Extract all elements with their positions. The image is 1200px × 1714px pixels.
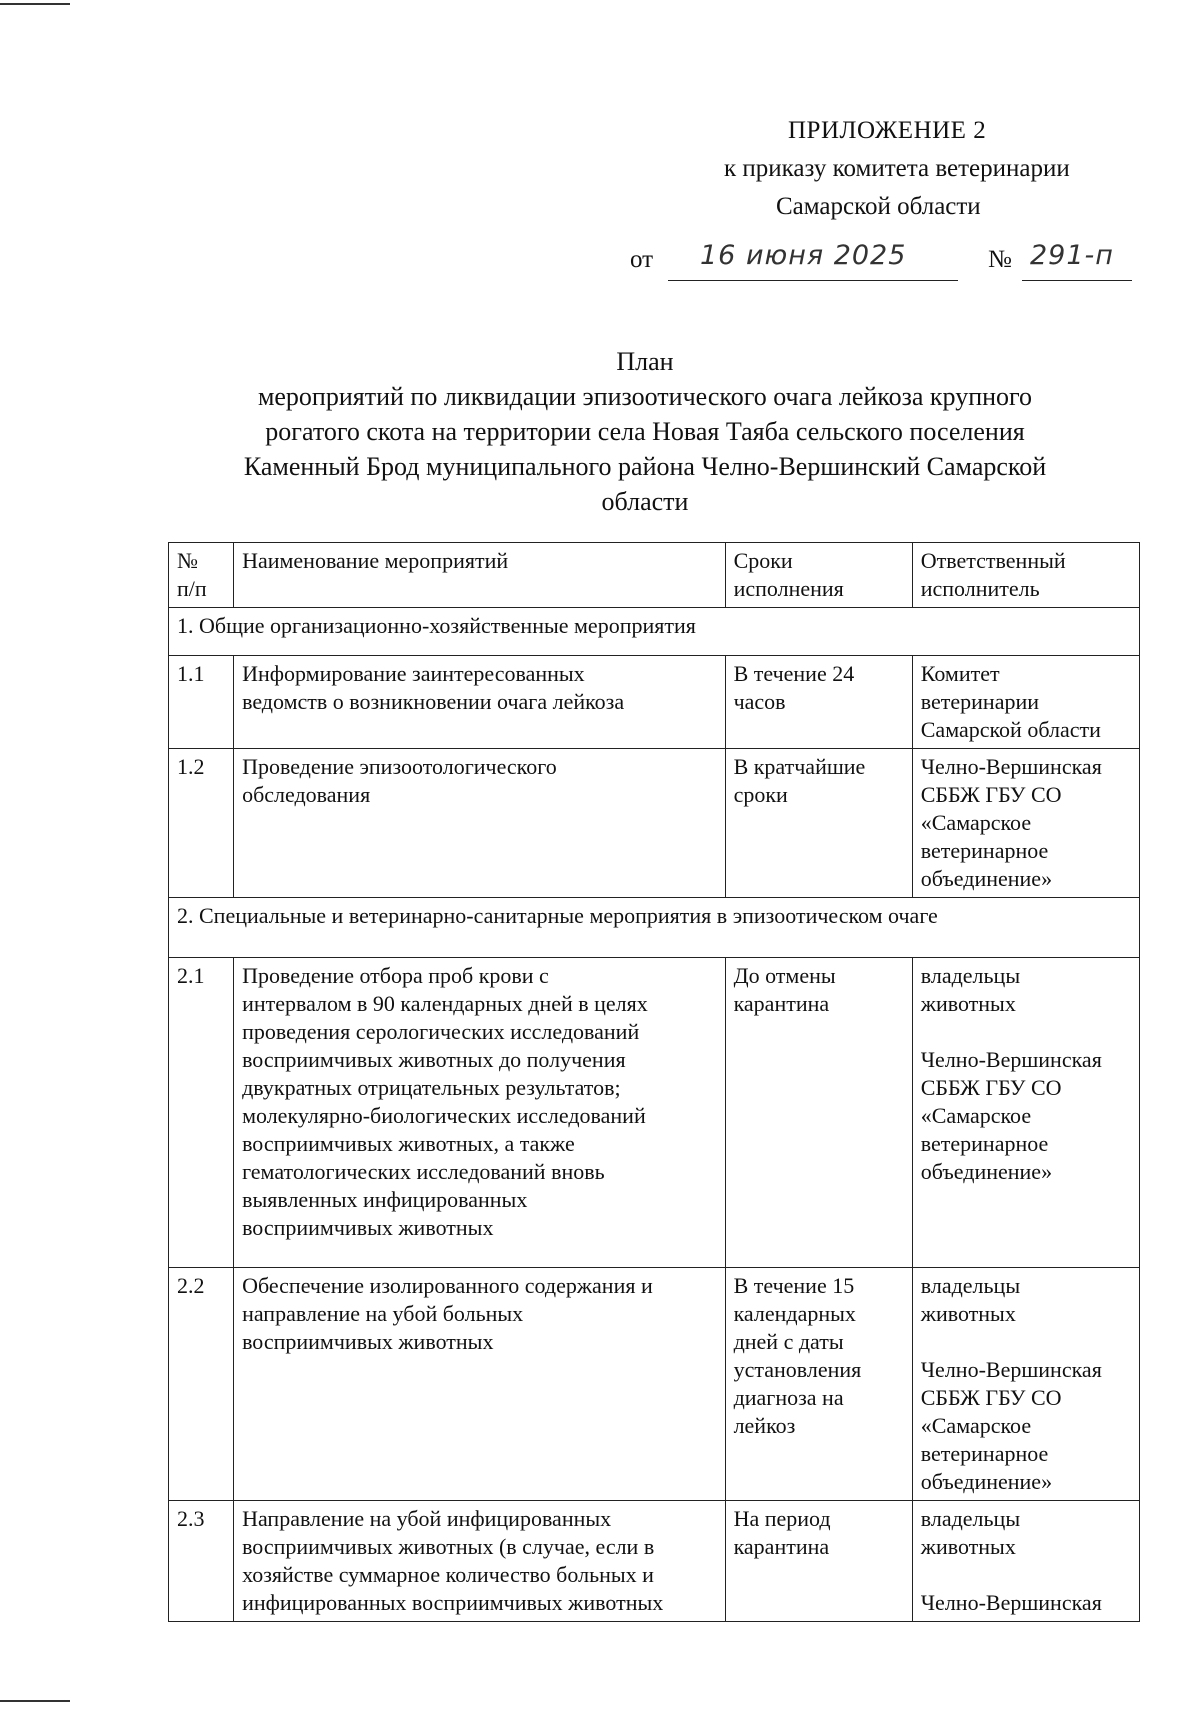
spacer: [921, 1561, 1131, 1589]
number-label: №: [988, 246, 1012, 273]
table-row: [169, 1268, 1140, 1501]
date-underline: [668, 280, 958, 281]
section-2-title: 2. Специальные и ветеринарно-санитарные мероприятия в эпизоотическом очаге: [169, 898, 1140, 958]
row-terms: В течение 24 часов: [725, 656, 912, 749]
row-responsible: [912, 1501, 1139, 1622]
scan-edge-top: [0, 3, 70, 5]
title-line-3: рогатого скота на территории села Новая Таяба сельского поселения: [265, 417, 1025, 446]
number-underline: [1022, 280, 1132, 281]
table-row: [169, 656, 1140, 749]
table-header-row: [169, 543, 1140, 608]
section-row: [169, 898, 1140, 958]
row-terms: В течение 15 календарных дней с даты установления диагноза на лейкоз: [725, 1268, 912, 1501]
table-row: [169, 749, 1140, 898]
header-name: Наименование мероприятий: [234, 543, 726, 608]
row-num: 2.1: [169, 958, 234, 1268]
from-label: от: [630, 246, 654, 273]
scan-edge-bottom: [0, 1700, 70, 1702]
row-terms: В кратчайшие сроки: [725, 749, 912, 898]
table-row: [169, 1501, 1140, 1622]
header-responsible: Ответственный исполнитель: [912, 543, 1139, 608]
appendix-title: ПРИЛОЖЕНИЕ 2: [788, 117, 987, 144]
header-num: № п/п: [169, 543, 234, 608]
appendix-region: Самарской области: [776, 193, 981, 220]
title-line-5: области: [601, 487, 689, 516]
handwritten-date: 16 июня 2025: [700, 240, 907, 271]
header-terms: Сроки исполнения: [725, 543, 912, 608]
row-responsible: [912, 958, 1139, 1268]
spacer: [921, 1018, 1131, 1046]
row-responsible: Комитет ветеринарии Самарской области: [912, 656, 1139, 749]
row-num: 1.1: [169, 656, 234, 749]
row-num: 2.3: [169, 1501, 234, 1622]
table-row: [169, 958, 1140, 1268]
measures-table: [168, 542, 1140, 1622]
plan-title: [180, 344, 1110, 519]
spacer: [921, 1328, 1131, 1356]
responsible-station: Челно-Вершинская: [920, 1590, 1102, 1615]
handwritten-number: 291-п: [1030, 240, 1114, 271]
responsible-owners: владельцы животных: [920, 963, 1021, 1016]
row-responsible: Челно-Вершинская СББЖ ГБУ СО «Самарское ветеринарное объединение»: [912, 749, 1139, 898]
responsible-station: Челно-Вершинская СББЖ ГБУ СО «Самарское ветеринарное объединение»: [920, 1357, 1102, 1494]
row-name: Обеспечение изолированного содержания и направление на убой больных восприимчивых животных: [234, 1268, 726, 1501]
responsible-owners: владельцы животных: [920, 1273, 1021, 1326]
row-num: 1.2: [169, 749, 234, 898]
title-line-1: План: [616, 347, 674, 376]
row-responsible: [912, 1268, 1139, 1501]
title-line-4: Каменный Брод муниципального района Челно-Вершинский Самарской: [243, 452, 1047, 481]
row-name: Информирование заинтересованных ведомств о возникновении очага лейкоза: [234, 656, 726, 749]
appendix-subtitle: к приказу комитета ветеринарии: [724, 155, 1070, 182]
title-line-2: мероприятий по ликвидации эпизоотического очага лейкоза крупного: [257, 382, 1033, 411]
row-terms: До отмены карантина: [725, 958, 912, 1268]
row-name: Направление на убой инфицированных восприимчивых животных (в случае, если в хозяйстве суммарное количество больных и инфицированных восприимчивых животных: [234, 1501, 726, 1622]
row-terms: На период карантина: [725, 1501, 912, 1622]
section-row: [169, 608, 1140, 656]
row-name: Проведение эпизоотологического обследования: [234, 749, 726, 898]
row-name: Проведение отбора проб крови с интервалом в 90 календарных дней в целях проведения серологических исследований восприимчивых животных до получения двукратных отрицательных результатов; молекулярно-биологических исследований восприимчивых животных, а также гематологических исследований вновь выявленных инфицированных восприимчивых животных: [234, 958, 726, 1268]
section-1-title: 1. Общие организационно-хозяйственные мероприятия: [169, 608, 1140, 656]
responsible-station: Челно-Вершинская СББЖ ГБУ СО «Самарское ветеринарное объединение»: [920, 1047, 1102, 1184]
responsible-owners: владельцы животных: [920, 1506, 1021, 1559]
row-num: 2.2: [169, 1268, 234, 1501]
